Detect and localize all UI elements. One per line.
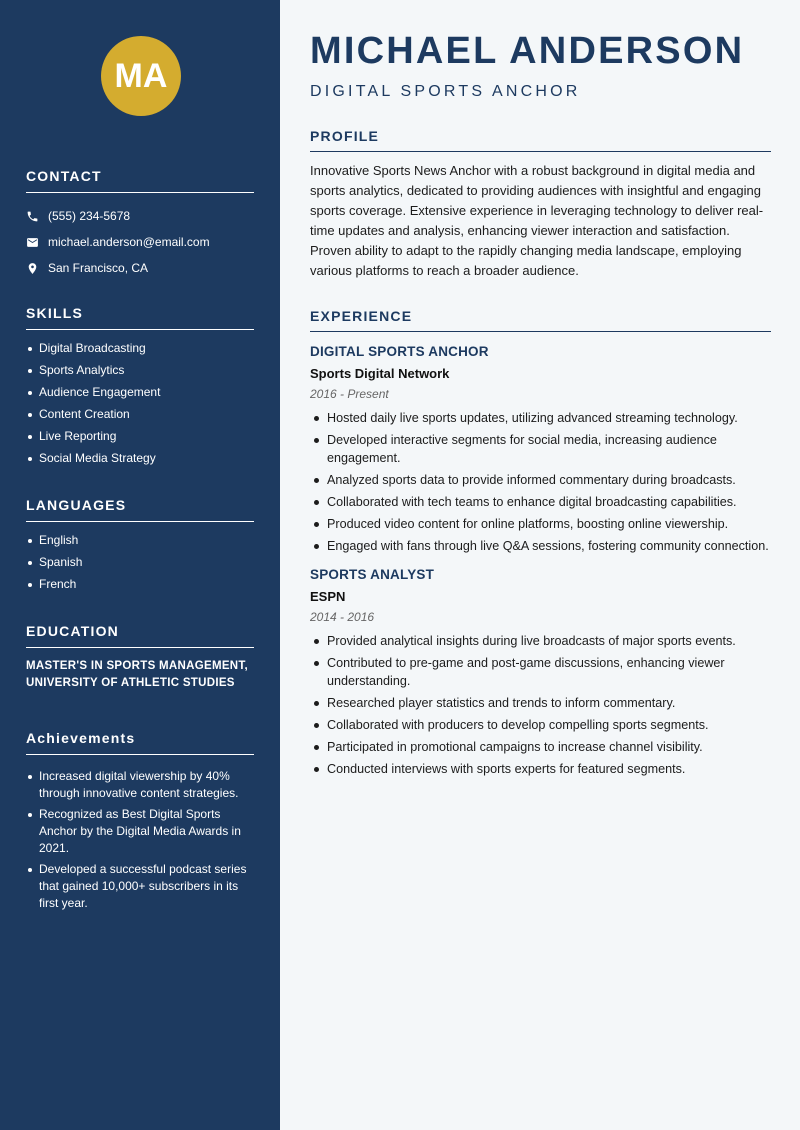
job-bullet: Produced video content for online platforms, boosting online viewership.: [310, 515, 771, 533]
language-item: English: [26, 532, 254, 549]
experience-section: [310, 308, 771, 782]
job-bullets: [310, 632, 771, 778]
skill-item: Live Reporting: [26, 428, 254, 445]
job-bullet: Conducted interviews with sports experts for featured segments.: [310, 760, 771, 778]
candidate-title: DIGITAL SPORTS ANCHOR: [310, 83, 581, 100]
email-text[interactable]: michael.anderson@email.com: [48, 235, 210, 249]
job-bullet: Analyzed sports data to provide informed commentary during broadcasts.: [310, 471, 771, 489]
skill-item: Content Creation: [26, 406, 254, 423]
job-bullet: Hosted daily live sports updates, utilizing advanced streaming technology.: [310, 409, 771, 427]
contact-phone: [26, 203, 254, 229]
achievements-heading: Achievements: [26, 730, 254, 755]
achievement-item: Developed a successful podcast series that gained 10,000+ subscribers in its first year.: [26, 861, 254, 912]
job-bullet: Provided analytical insights during live broadcasts of major sports events.: [310, 632, 771, 650]
achievements-section: [26, 730, 254, 916]
job-bullets: [310, 409, 771, 555]
job-bullet: Contributed to pre-game and post-game discussions, enhancing viewer understanding.: [310, 654, 771, 690]
job-bullet: Collaborated with tech teams to enhance digital broadcasting capabilities.: [310, 493, 771, 511]
mail-icon: [26, 236, 39, 249]
job-bullet: Researched player statistics and trends to inform commentary.: [310, 694, 771, 712]
contact-location: [26, 255, 254, 281]
achievement-item: Recognized as Best Digital Sports Anchor by the Digital Media Awards in 2021.: [26, 806, 254, 857]
job-bullet: Collaborated with producers to develop compelling sports segments.: [310, 716, 771, 734]
location-pin-icon: [26, 262, 39, 275]
profile-text: Innovative Sports News Anchor with a robust background in digital media and sports analytics, dedicated to providing audiences with insightful and engaging sports coverage. Extensive experience in leveraging technology to deliver real-time updates and analysis, enhancing viewer interaction and satisfaction. Proven ability to adapt to the rapidly changing media landscape, employing various platforms to reach a broader audience.: [310, 163, 764, 278]
achievement-item: Increased digital viewership by 40% through innovative content strategies.: [26, 768, 254, 802]
language-item: Spanish: [26, 554, 254, 571]
candidate-name: MICHAEL ANDERSON: [310, 30, 745, 72]
phone-text[interactable]: (555) 234-5678: [48, 209, 131, 223]
profile-heading: PROFILE: [310, 128, 771, 152]
skill-item: Audience Engagement: [26, 384, 254, 401]
contact-heading: CONTACT: [26, 168, 254, 193]
avatar: MA: [101, 36, 181, 116]
languages-list: [26, 532, 254, 593]
location-text: San Francisco, CA: [48, 261, 149, 275]
contact-email: [26, 229, 254, 255]
achievements-list: [26, 768, 254, 912]
skills-heading: SKILLS: [26, 305, 254, 330]
job-company: ESPN: [310, 589, 346, 604]
language-item: French: [26, 576, 254, 593]
experience-heading: EXPERIENCE: [310, 308, 771, 332]
job-bullet: Participated in promotional campaigns to increase channel visibility.: [310, 738, 771, 756]
job-bullet: Developed interactive segments for social media, increasing audience engagement.: [310, 431, 771, 467]
sidebar: [0, 0, 280, 1130]
phone-icon: [26, 210, 39, 223]
job-dates: 2016 - Present: [310, 387, 389, 401]
skills-list: [26, 340, 254, 467]
job-title: DIGITAL SPORTS ANCHOR: [310, 344, 489, 359]
job-company: Sports Digital Network: [310, 366, 450, 381]
job-bullet: Engaged with fans through live Q&A sessions, fostering community connection.: [310, 537, 771, 555]
education-heading: EDUCATION: [26, 623, 254, 648]
education-section: [26, 623, 254, 692]
job-title: SPORTS ANALYST: [310, 567, 435, 582]
job-entry: [310, 344, 771, 555]
job-entry: [310, 567, 771, 778]
languages-heading: LANGUAGES: [26, 497, 254, 522]
skill-item: Digital Broadcasting: [26, 340, 254, 357]
job-dates: 2014 - 2016: [310, 610, 375, 624]
skill-item: Sports Analytics: [26, 362, 254, 379]
profile-section: [310, 128, 771, 281]
languages-section: [26, 497, 254, 598]
education-degree: MASTER'S IN SPORTS MANAGEMENT, UNIVERSITY OF ATHLETIC STUDIES: [26, 660, 248, 689]
contact-section: [26, 168, 254, 281]
skills-section: [26, 305, 254, 472]
skill-item: Social Media Strategy: [26, 450, 254, 467]
